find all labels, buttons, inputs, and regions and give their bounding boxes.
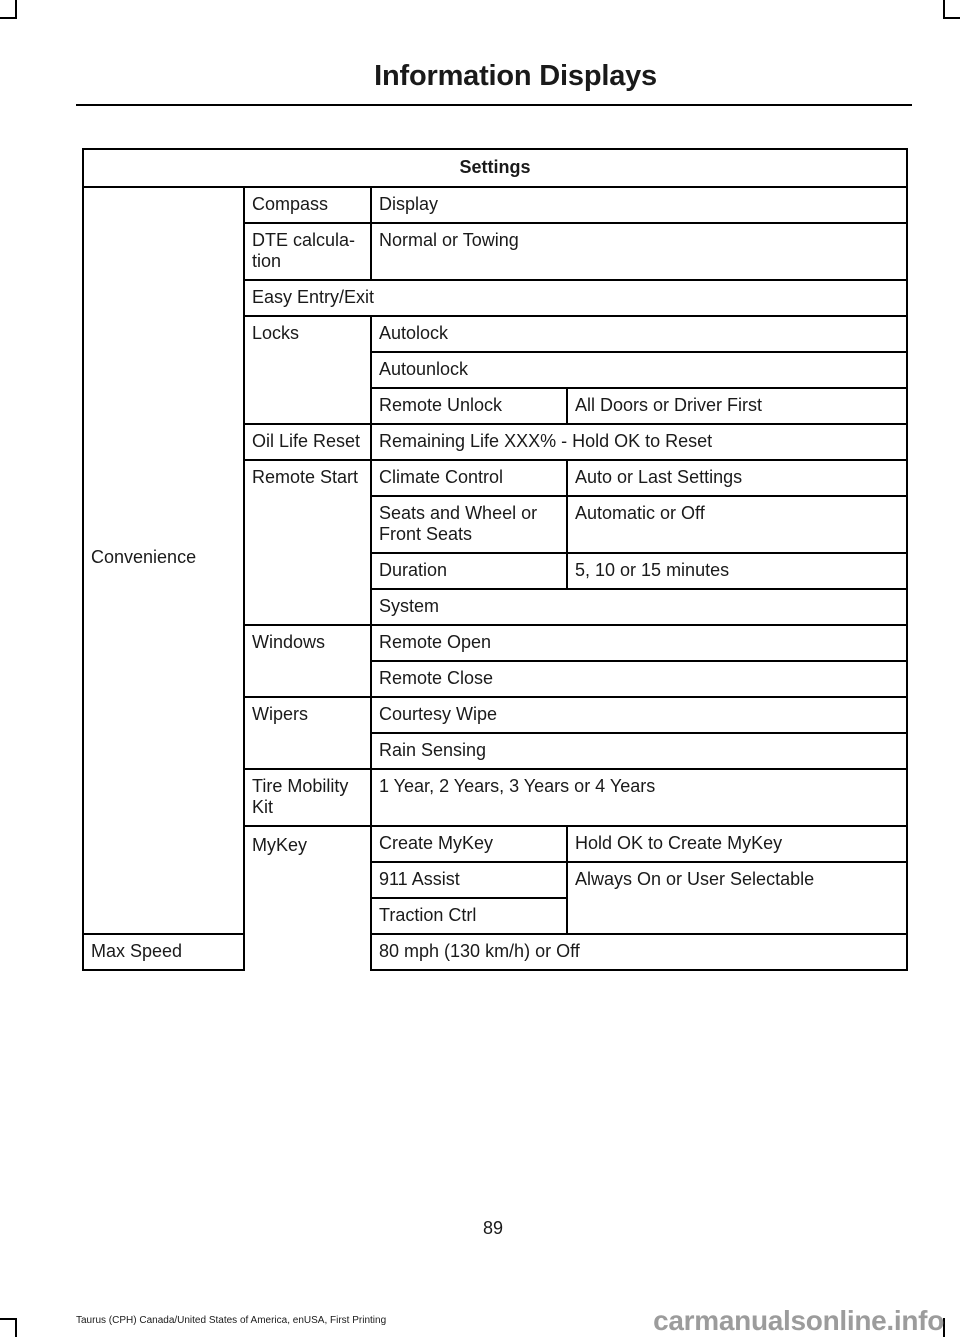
- value-cell: Auto or Last Settings: [567, 460, 907, 496]
- option-cell: Always On or User Selectable: [567, 862, 907, 934]
- setting-cell: Windows: [244, 625, 371, 697]
- option-cell: Courtesy Wipe: [371, 697, 907, 733]
- crop-mark: [0, 17, 17, 19]
- setting-cell: DTE calcula-tion: [244, 223, 371, 280]
- option-cell: Remote Open: [371, 625, 907, 661]
- category-cell: [83, 187, 244, 934]
- option-cell: Duration: [371, 553, 567, 589]
- option-cell: Remaining Life XXX% - Hold OK to Reset: [371, 424, 907, 460]
- option-cell: 1 Year, 2 Years, 3 Years or 4 Years: [371, 769, 907, 826]
- crop-mark: [15, 0, 17, 18]
- value-cell: Automatic or Off: [567, 496, 907, 553]
- category-cell: [244, 826, 371, 970]
- footer-text: Taurus (CPH) Canada/United States of America, enUSA, First Printing: [76, 1315, 387, 1326]
- value-cell: All Doors or Driver First: [567, 388, 907, 424]
- option-cell: Seats and Wheel or Front Seats: [371, 496, 567, 553]
- setting-cell: Traction Ctrl: [371, 898, 567, 934]
- table-row: [83, 934, 907, 970]
- settings-table: [82, 148, 908, 971]
- setting-cell: 911 Assist: [371, 862, 567, 898]
- setting-cell: Oil Life Reset: [244, 424, 371, 460]
- setting-cell: Remote Start: [244, 460, 371, 625]
- option-cell: Climate Control: [371, 460, 567, 496]
- option-cell: Remote Unlock: [371, 388, 567, 424]
- setting-cell: Locks: [244, 316, 371, 424]
- page-number: 89: [482, 1218, 504, 1238]
- watermark: carmanualsonline.info: [653, 1305, 944, 1336]
- option-cell: Remote Close: [371, 661, 907, 697]
- crop-mark: [15, 1318, 17, 1337]
- header-divider: [76, 104, 912, 106]
- value-cell: 5, 10 or 15 minutes: [567, 553, 907, 589]
- table-row: [83, 187, 907, 223]
- setting-cell: Easy Entry/Exit: [244, 280, 907, 316]
- setting-cell: Tire Mobility Kit: [244, 769, 371, 826]
- option-cell: Normal or Towing: [371, 223, 907, 280]
- option-cell: Hold OK to Create MyKey: [567, 826, 907, 862]
- setting-cell: Compass: [244, 187, 371, 223]
- setting-cell: Create MyKey: [371, 826, 567, 862]
- table-title: Settings: [83, 149, 907, 187]
- option-cell: Rain Sensing: [371, 733, 907, 769]
- option-cell: Autolock: [371, 316, 907, 352]
- crop-mark: [943, 17, 960, 19]
- option-cell: System: [371, 589, 907, 625]
- crop-mark: [0, 1318, 17, 1320]
- page-title: Information Displays: [374, 60, 657, 92]
- option-cell: Display: [371, 187, 907, 223]
- category-label: MyKey: [252, 835, 308, 855]
- crop-mark: [943, 0, 945, 18]
- option-cell: 80 mph (130 km/h) or Off: [371, 934, 907, 970]
- category-label: Convenience: [91, 546, 197, 567]
- setting-cell: Wipers: [244, 697, 371, 769]
- setting-cell: Max Speed: [83, 934, 244, 970]
- option-cell: Autounlock: [371, 352, 907, 388]
